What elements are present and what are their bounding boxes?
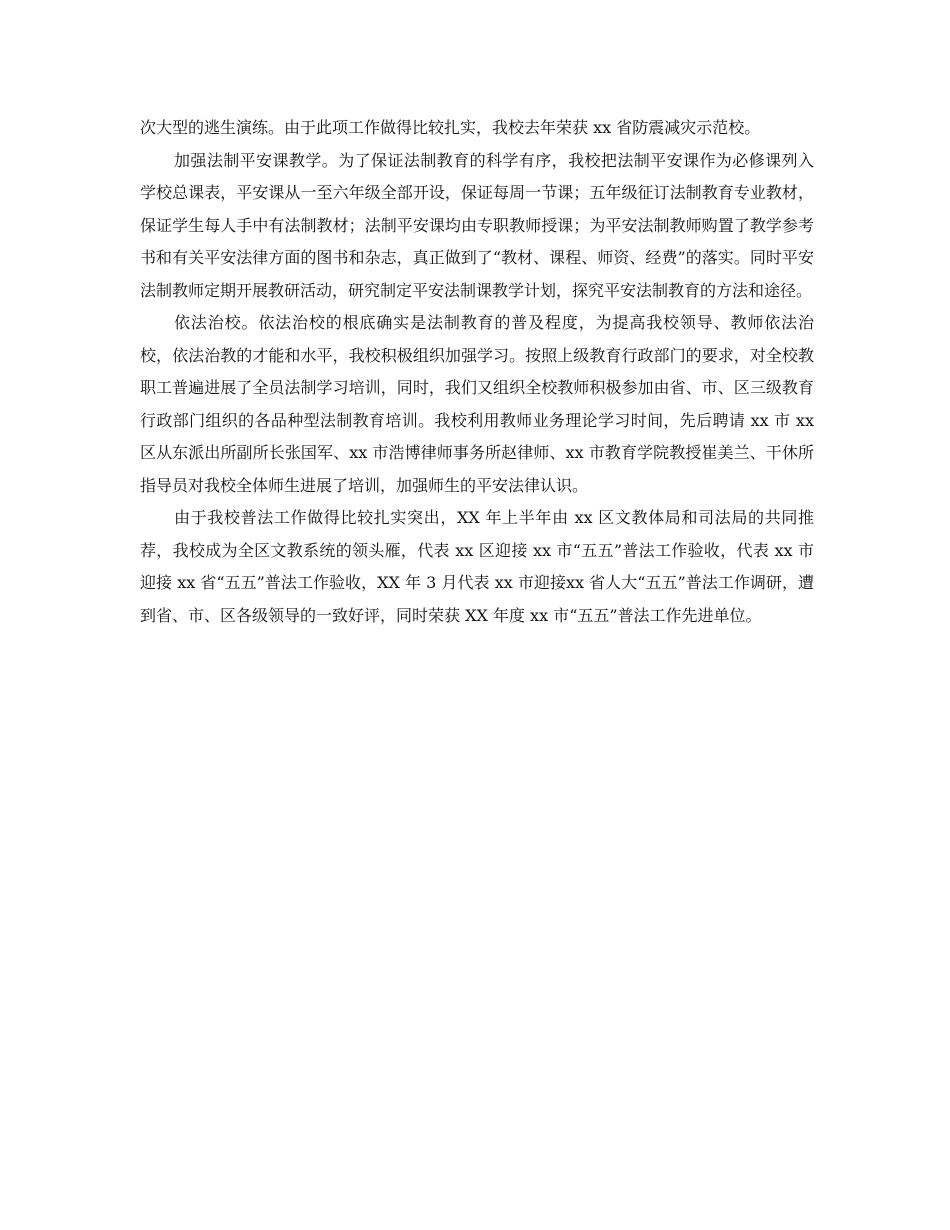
text-line: 研究制定平安法制课教学计划，探究平安法制教育的方法和途径。 [348,280,813,300]
text-line: 教师积极参加由省、市、区三级教育行政部门组织的各品种型法制教育培训。我校 [140,378,814,430]
text-line: 次大型的逃生演练。由于此项工作做得比较扎实，我校去年荣获 xx 省防震减灾示 [140,118,713,137]
text-line: 征订法制教育专业教材，保证学生每人手中有法制教材；法制平安课均由专职教师 [140,183,814,235]
text-line: xx 省人大“五五”普法工作调研，遭到省、市、区各级领导的一致好评，同时荣 [140,573,814,625]
text-line: 获 XX 年度 xx 市“五五”普法工作先进单位。 [444,605,762,625]
paragraph-achievements [140,502,814,632]
text-line: 必修课列入学校总课表，平安课从一至六年级全部开设，保证每周一节课；五年级 [140,150,814,202]
text-line: 由于我校普法工作做得比较扎实突出，XX 年上半年由 xx 区文教体局和司法局 [174,508,749,527]
text-line: 生进展了培训，加强师生的平安法律认识。 [284,475,589,495]
text-line: 授课；为平安法制教师购置了教学参考书和有关平安法律方面的图书和杂志，真正 [140,215,814,267]
text-line: 师依法治校，依法治教的才能和水平，我校积极组织加强学习。按照上级教育行政 [140,313,814,365]
text-line: 范校。 [712,118,761,137]
text-line: 利用教师业务理论学习时间，先后聘请 xx 市 xx 区从东派出所副所长张国军、xx 市 [140,410,814,462]
text-line: 工作验收，代表 xx 市迎接 xx 省“五五”普法工作验收，XX 年 3 月代表 xx 市迎接 [140,540,814,592]
paragraph-legal-safety-teaching [140,145,814,308]
paragraph-evacuation-drill [140,112,814,145]
text-line: 浩博律师事务所赵律师、xx 市教育学院教授崔美兰、干休所指导员对我校全体师 [140,443,814,495]
text-line: 加强法制平安课教学。为了保证法制教育的科学有序，我校把法制平安课作为 [174,150,733,170]
text-line: 部门的要求，对全校教职工普遍进展了全员法制学习培训，同时，我们又组织全校 [140,345,814,397]
text-line: 做到了“教材、课程、师资、经费”的落实。同时平安法制教师定期开展教研活动， [140,248,814,300]
document-body [140,112,814,632]
paragraph-rule-of-law [140,307,814,502]
text-line: 的共同推荐，我校成为全区文教系统的领头雁，代表 xx 区迎接 xx 市“五五”普法 [140,508,814,560]
text-line: 依法治校。依法治校的根底确实是法制教育的普及程度，为提高我校领导、教 [174,313,748,332]
